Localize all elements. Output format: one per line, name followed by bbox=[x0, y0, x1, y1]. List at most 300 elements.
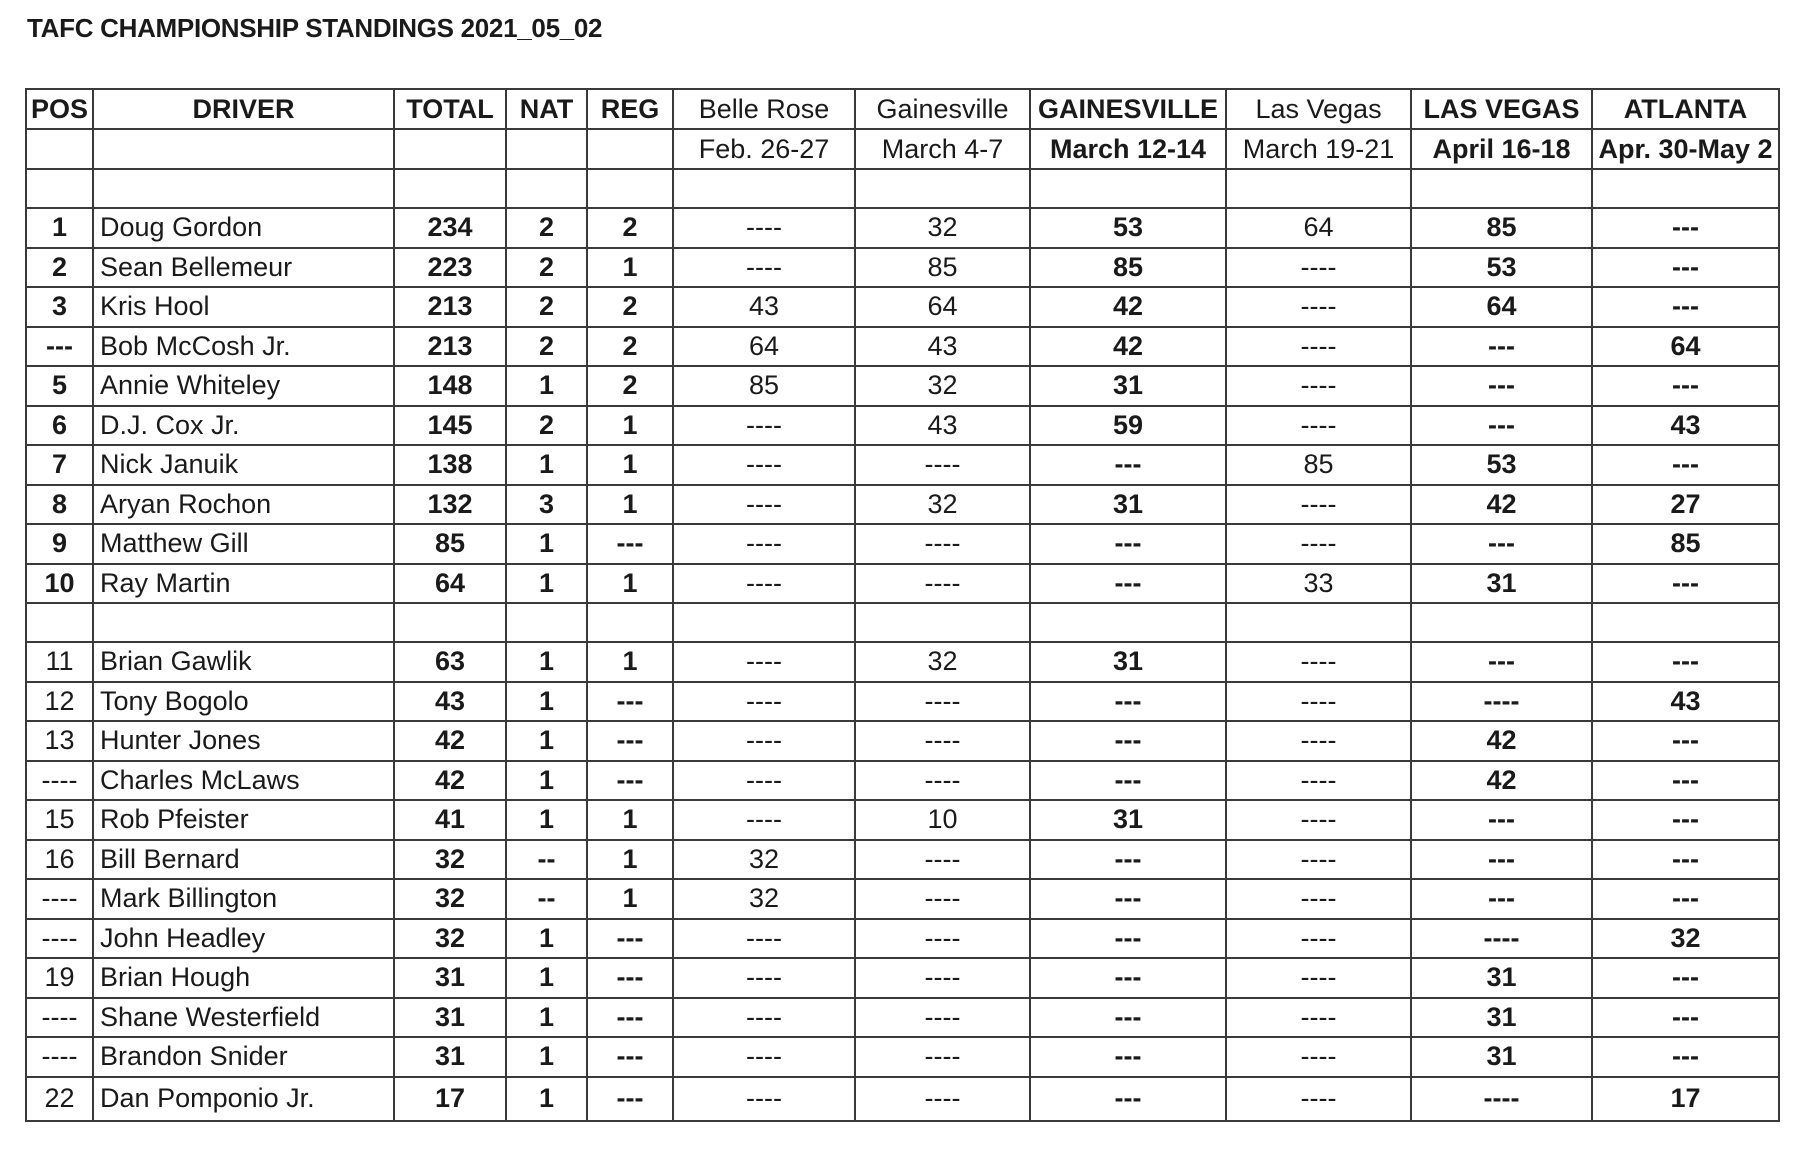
column-header: REG bbox=[587, 89, 673, 129]
score-cell: ---- bbox=[1226, 406, 1411, 446]
score-cell: 213 bbox=[394, 327, 506, 367]
score-cell: --- bbox=[587, 998, 673, 1038]
score-cell: 42 bbox=[1411, 485, 1592, 525]
score-cell: 1 bbox=[587, 800, 673, 840]
column-header: GAINESVILLE bbox=[1030, 89, 1226, 129]
table-row bbox=[26, 879, 1779, 919]
score-cell: ---- bbox=[855, 958, 1030, 998]
table-row bbox=[26, 208, 1779, 248]
score-cell: ---- bbox=[855, 721, 1030, 761]
score-cell: 1 bbox=[587, 564, 673, 604]
column-date: March 19-21 bbox=[1226, 129, 1411, 169]
empty-cell bbox=[394, 169, 506, 208]
empty-cell bbox=[1226, 169, 1411, 208]
score-cell: 2 bbox=[587, 366, 673, 406]
score-cell: -- bbox=[506, 879, 587, 919]
driver-cell: Hunter Jones bbox=[93, 721, 394, 761]
score-cell: 1 bbox=[506, 800, 587, 840]
score-cell: 53 bbox=[1411, 248, 1592, 288]
score-cell: ---- bbox=[1226, 248, 1411, 288]
score-cell: 10 bbox=[855, 800, 1030, 840]
score-cell: 17 bbox=[1592, 1077, 1779, 1121]
driver-cell: Kris Hool bbox=[93, 287, 394, 327]
column-header: NAT bbox=[506, 89, 587, 129]
score-cell: ---- bbox=[1226, 642, 1411, 682]
score-cell: 3 bbox=[506, 485, 587, 525]
score-cell: ---- bbox=[673, 445, 855, 485]
score-cell: 42 bbox=[394, 721, 506, 761]
column-date: March 12-14 bbox=[1030, 129, 1226, 169]
position-cell: 9 bbox=[26, 524, 93, 564]
driver-cell: Brian Hough bbox=[93, 958, 394, 998]
score-cell: --- bbox=[1592, 998, 1779, 1038]
position-cell: ---- bbox=[26, 919, 93, 959]
score-cell: 32 bbox=[673, 840, 855, 880]
driver-cell: Ray Martin bbox=[93, 564, 394, 604]
score-cell: --- bbox=[587, 721, 673, 761]
score-cell: --- bbox=[1592, 879, 1779, 919]
position-cell: 6 bbox=[26, 406, 93, 446]
driver-cell: Matthew Gill bbox=[93, 524, 394, 564]
position-cell: 7 bbox=[26, 445, 93, 485]
empty-cell bbox=[673, 603, 855, 642]
score-cell: 43 bbox=[855, 327, 1030, 367]
empty-cell bbox=[506, 603, 587, 642]
score-cell: 31 bbox=[394, 998, 506, 1038]
score-cell: 2 bbox=[587, 287, 673, 327]
score-cell: --- bbox=[1592, 958, 1779, 998]
score-cell: --- bbox=[1030, 564, 1226, 604]
score-cell: ---- bbox=[673, 564, 855, 604]
column-header: POS bbox=[26, 89, 93, 129]
score-cell: -- bbox=[506, 840, 587, 880]
empty-cell bbox=[587, 603, 673, 642]
score-cell: --- bbox=[1592, 287, 1779, 327]
score-cell: 32 bbox=[394, 919, 506, 959]
header-row bbox=[26, 89, 1779, 129]
score-cell: --- bbox=[1411, 800, 1592, 840]
score-cell: 138 bbox=[394, 445, 506, 485]
score-cell: ---- bbox=[1226, 998, 1411, 1038]
score-cell: --- bbox=[1030, 958, 1226, 998]
score-cell: --- bbox=[1592, 208, 1779, 248]
table-body bbox=[26, 89, 1779, 1121]
empty-cell bbox=[1411, 603, 1592, 642]
table-row bbox=[26, 682, 1779, 722]
score-cell: --- bbox=[1030, 445, 1226, 485]
score-cell: 53 bbox=[1030, 208, 1226, 248]
score-cell: --- bbox=[1030, 761, 1226, 801]
score-cell: ---- bbox=[855, 919, 1030, 959]
score-cell: --- bbox=[1411, 406, 1592, 446]
score-cell: ---- bbox=[673, 248, 855, 288]
score-cell: --- bbox=[1592, 761, 1779, 801]
score-cell: 223 bbox=[394, 248, 506, 288]
score-cell: --- bbox=[1592, 800, 1779, 840]
empty-cell bbox=[1030, 603, 1226, 642]
score-cell: 27 bbox=[1592, 485, 1779, 525]
position-cell: ---- bbox=[26, 879, 93, 919]
empty-cell bbox=[855, 169, 1030, 208]
column-date: April 16-18 bbox=[1411, 129, 1592, 169]
score-cell: 17 bbox=[394, 1077, 506, 1121]
score-cell: --- bbox=[1030, 682, 1226, 722]
score-cell: --- bbox=[1411, 879, 1592, 919]
score-cell: ---- bbox=[1226, 524, 1411, 564]
column-date bbox=[506, 129, 587, 169]
score-cell: --- bbox=[1592, 642, 1779, 682]
score-cell: 148 bbox=[394, 366, 506, 406]
score-cell: --- bbox=[1411, 840, 1592, 880]
driver-cell: Mark Billington bbox=[93, 879, 394, 919]
score-cell: ---- bbox=[673, 485, 855, 525]
column-header: LAS VEGAS bbox=[1411, 89, 1592, 129]
score-cell: --- bbox=[587, 524, 673, 564]
position-cell: ---- bbox=[26, 1037, 93, 1077]
score-cell: 64 bbox=[1592, 327, 1779, 367]
score-cell: 31 bbox=[394, 958, 506, 998]
score-cell: 42 bbox=[1030, 287, 1226, 327]
score-cell: --- bbox=[1592, 840, 1779, 880]
column-date bbox=[93, 129, 394, 169]
score-cell: 1 bbox=[506, 682, 587, 722]
score-cell: ---- bbox=[855, 840, 1030, 880]
score-cell: ---- bbox=[673, 406, 855, 446]
driver-cell: Bill Bernard bbox=[93, 840, 394, 880]
score-cell: 85 bbox=[1592, 524, 1779, 564]
page-title: TAFC CHAMPIONSHIP STANDINGS 2021_05_02 bbox=[27, 13, 603, 43]
column-date: Apr. 30-May 2 bbox=[1592, 129, 1779, 169]
score-cell: --- bbox=[1411, 642, 1592, 682]
score-cell: 2 bbox=[506, 327, 587, 367]
score-cell: 2 bbox=[587, 208, 673, 248]
driver-cell: Charles McLaws bbox=[93, 761, 394, 801]
score-cell: 1 bbox=[506, 642, 587, 682]
score-cell: 1 bbox=[587, 406, 673, 446]
score-cell: ---- bbox=[855, 998, 1030, 1038]
score-cell: 63 bbox=[394, 642, 506, 682]
score-cell: --- bbox=[1592, 1037, 1779, 1077]
column-header: Las Vegas bbox=[1226, 89, 1411, 129]
column-header: Belle Rose bbox=[673, 89, 855, 129]
score-cell: ---- bbox=[855, 564, 1030, 604]
position-cell: 8 bbox=[26, 485, 93, 525]
score-cell: 1 bbox=[506, 366, 587, 406]
position-cell: 1 bbox=[26, 208, 93, 248]
score-cell: ---- bbox=[1411, 1077, 1592, 1121]
position-cell: 12 bbox=[26, 682, 93, 722]
position-cell: --- bbox=[26, 327, 93, 367]
column-header: Gainesville bbox=[855, 89, 1030, 129]
empty-cell bbox=[1592, 169, 1779, 208]
driver-cell: Nick Januik bbox=[93, 445, 394, 485]
score-cell: 42 bbox=[1411, 761, 1592, 801]
position-cell: 22 bbox=[26, 1077, 93, 1121]
score-cell: ---- bbox=[855, 1077, 1030, 1121]
score-cell: ---- bbox=[1226, 840, 1411, 880]
score-cell: 32 bbox=[855, 642, 1030, 682]
score-cell: 234 bbox=[394, 208, 506, 248]
score-cell: 1 bbox=[506, 958, 587, 998]
column-date: March 4-7 bbox=[855, 129, 1030, 169]
score-cell: 64 bbox=[855, 287, 1030, 327]
score-cell: ---- bbox=[1226, 287, 1411, 327]
score-cell: 43 bbox=[1592, 406, 1779, 446]
empty-cell bbox=[1030, 169, 1226, 208]
score-cell: 64 bbox=[1226, 208, 1411, 248]
driver-cell: Doug Gordon bbox=[93, 208, 394, 248]
column-header: ATLANTA bbox=[1592, 89, 1779, 129]
score-cell: --- bbox=[1411, 366, 1592, 406]
score-cell: 32 bbox=[394, 840, 506, 880]
score-cell: 64 bbox=[394, 564, 506, 604]
empty-cell bbox=[26, 169, 93, 208]
score-cell: 41 bbox=[394, 800, 506, 840]
score-cell: ---- bbox=[1226, 761, 1411, 801]
score-cell: --- bbox=[1592, 445, 1779, 485]
score-cell: 32 bbox=[855, 208, 1030, 248]
score-cell: ---- bbox=[1411, 682, 1592, 722]
table-row bbox=[26, 366, 1779, 406]
score-cell: 2 bbox=[587, 327, 673, 367]
score-cell: 31 bbox=[1030, 642, 1226, 682]
table-row bbox=[26, 800, 1779, 840]
empty-cell bbox=[26, 603, 93, 642]
score-cell: 53 bbox=[1411, 445, 1592, 485]
score-cell: 132 bbox=[394, 485, 506, 525]
table-row bbox=[26, 998, 1779, 1038]
empty-cell bbox=[394, 603, 506, 642]
score-cell: ---- bbox=[673, 1077, 855, 1121]
table-row bbox=[26, 958, 1779, 998]
score-cell: --- bbox=[1030, 524, 1226, 564]
score-cell: ---- bbox=[673, 524, 855, 564]
score-cell: 2 bbox=[506, 287, 587, 327]
table-row bbox=[26, 248, 1779, 288]
score-cell: 31 bbox=[1030, 485, 1226, 525]
score-cell: 1 bbox=[506, 1037, 587, 1077]
empty-cell bbox=[506, 169, 587, 208]
score-cell: 1 bbox=[587, 445, 673, 485]
spacer-row bbox=[26, 603, 1779, 642]
score-cell: --- bbox=[1030, 1037, 1226, 1077]
spacer-row bbox=[26, 169, 1779, 208]
score-cell: 31 bbox=[1411, 564, 1592, 604]
score-cell: 85 bbox=[673, 366, 855, 406]
score-cell: 2 bbox=[506, 406, 587, 446]
position-cell: 10 bbox=[26, 564, 93, 604]
table-row bbox=[26, 642, 1779, 682]
empty-cell bbox=[673, 169, 855, 208]
score-cell: 31 bbox=[394, 1037, 506, 1077]
table-row bbox=[26, 1077, 1779, 1121]
score-cell: --- bbox=[587, 761, 673, 801]
empty-cell bbox=[93, 169, 394, 208]
score-cell: 1 bbox=[587, 642, 673, 682]
score-cell: --- bbox=[587, 682, 673, 722]
score-cell: 42 bbox=[1411, 721, 1592, 761]
score-cell: 42 bbox=[1030, 327, 1226, 367]
driver-cell: Rob Pfeister bbox=[93, 800, 394, 840]
score-cell: --- bbox=[1411, 524, 1592, 564]
score-cell: ---- bbox=[1226, 958, 1411, 998]
score-cell: --- bbox=[587, 958, 673, 998]
score-cell: ---- bbox=[855, 879, 1030, 919]
standings-table bbox=[25, 88, 1780, 1122]
score-cell: 31 bbox=[1411, 998, 1592, 1038]
score-cell: 1 bbox=[587, 485, 673, 525]
score-cell: 85 bbox=[1226, 445, 1411, 485]
position-cell: 5 bbox=[26, 366, 93, 406]
score-cell: ---- bbox=[673, 761, 855, 801]
score-cell: ---- bbox=[1411, 919, 1592, 959]
score-cell: 1 bbox=[587, 879, 673, 919]
score-cell: ---- bbox=[855, 524, 1030, 564]
score-cell: 2 bbox=[506, 248, 587, 288]
position-cell: 13 bbox=[26, 721, 93, 761]
score-cell: 1 bbox=[506, 1077, 587, 1121]
score-cell: 213 bbox=[394, 287, 506, 327]
score-cell: ---- bbox=[673, 682, 855, 722]
position-cell: 15 bbox=[26, 800, 93, 840]
position-cell: 19 bbox=[26, 958, 93, 998]
score-cell: ---- bbox=[1226, 327, 1411, 367]
score-cell: --- bbox=[1030, 840, 1226, 880]
empty-cell bbox=[1226, 603, 1411, 642]
driver-cell: D.J. Cox Jr. bbox=[93, 406, 394, 446]
score-cell: 85 bbox=[855, 248, 1030, 288]
score-cell: --- bbox=[1030, 879, 1226, 919]
score-cell: --- bbox=[1030, 1077, 1226, 1121]
score-cell: 59 bbox=[1030, 406, 1226, 446]
score-cell: 1 bbox=[506, 761, 587, 801]
empty-cell bbox=[1592, 603, 1779, 642]
empty-cell bbox=[1411, 169, 1592, 208]
table-row bbox=[26, 919, 1779, 959]
driver-cell: Brandon Snider bbox=[93, 1037, 394, 1077]
score-cell: ---- bbox=[1226, 721, 1411, 761]
score-cell: ---- bbox=[1226, 485, 1411, 525]
score-cell: ---- bbox=[1226, 682, 1411, 722]
position-cell: 11 bbox=[26, 642, 93, 682]
table-row bbox=[26, 327, 1779, 367]
score-cell: 32 bbox=[673, 879, 855, 919]
empty-cell bbox=[93, 603, 394, 642]
score-cell: --- bbox=[1592, 248, 1779, 288]
column-date bbox=[587, 129, 673, 169]
score-cell: ---- bbox=[673, 721, 855, 761]
column-date bbox=[26, 129, 93, 169]
score-cell: 1 bbox=[587, 248, 673, 288]
score-cell: ---- bbox=[1226, 1037, 1411, 1077]
driver-cell: Dan Pomponio Jr. bbox=[93, 1077, 394, 1121]
score-cell: 31 bbox=[1411, 958, 1592, 998]
table-row bbox=[26, 406, 1779, 446]
score-cell: --- bbox=[1411, 327, 1592, 367]
score-cell: ---- bbox=[855, 445, 1030, 485]
driver-cell: Tony Bogolo bbox=[93, 682, 394, 722]
table-row bbox=[26, 287, 1779, 327]
score-cell: ---- bbox=[1226, 919, 1411, 959]
score-cell: ---- bbox=[855, 1037, 1030, 1077]
score-cell: ---- bbox=[1226, 1077, 1411, 1121]
score-cell: 32 bbox=[855, 366, 1030, 406]
table-row bbox=[26, 524, 1779, 564]
header-date-row bbox=[26, 129, 1779, 169]
score-cell: --- bbox=[1030, 998, 1226, 1038]
score-cell: 145 bbox=[394, 406, 506, 446]
score-cell: ---- bbox=[855, 761, 1030, 801]
score-cell: ---- bbox=[673, 998, 855, 1038]
score-cell: ---- bbox=[673, 919, 855, 959]
score-cell: ---- bbox=[1226, 879, 1411, 919]
score-cell: --- bbox=[1592, 564, 1779, 604]
score-cell: ---- bbox=[1226, 366, 1411, 406]
score-cell: --- bbox=[587, 1037, 673, 1077]
score-cell: 85 bbox=[394, 524, 506, 564]
score-cell: 31 bbox=[1411, 1037, 1592, 1077]
score-cell: ---- bbox=[673, 1037, 855, 1077]
position-cell: 16 bbox=[26, 840, 93, 880]
score-cell: --- bbox=[587, 919, 673, 959]
score-cell: 1 bbox=[506, 524, 587, 564]
score-cell: 64 bbox=[1411, 287, 1592, 327]
score-cell: 32 bbox=[1592, 919, 1779, 959]
score-cell: 1 bbox=[506, 998, 587, 1038]
empty-cell bbox=[587, 169, 673, 208]
score-cell: --- bbox=[1592, 366, 1779, 406]
column-date bbox=[394, 129, 506, 169]
position-cell: 2 bbox=[26, 248, 93, 288]
score-cell: 42 bbox=[394, 761, 506, 801]
score-cell: 1 bbox=[506, 919, 587, 959]
position-cell: ---- bbox=[26, 998, 93, 1038]
score-cell: --- bbox=[1592, 721, 1779, 761]
score-cell: ---- bbox=[673, 958, 855, 998]
table-row bbox=[26, 445, 1779, 485]
table-row bbox=[26, 1037, 1779, 1077]
column-header: TOTAL bbox=[394, 89, 506, 129]
score-cell: 1 bbox=[506, 721, 587, 761]
score-cell: 1 bbox=[506, 564, 587, 604]
column-header: DRIVER bbox=[93, 89, 394, 129]
table-row bbox=[26, 721, 1779, 761]
driver-cell: Aryan Rochon bbox=[93, 485, 394, 525]
score-cell: 43 bbox=[1592, 682, 1779, 722]
position-cell: 3 bbox=[26, 287, 93, 327]
driver-cell: Bob McCosh Jr. bbox=[93, 327, 394, 367]
score-cell: 1 bbox=[587, 840, 673, 880]
score-cell: ---- bbox=[673, 800, 855, 840]
column-date: Feb. 26-27 bbox=[673, 129, 855, 169]
score-cell: 31 bbox=[1030, 800, 1226, 840]
score-cell: 43 bbox=[855, 406, 1030, 446]
empty-cell bbox=[855, 603, 1030, 642]
table-row bbox=[26, 761, 1779, 801]
driver-cell: Brian Gawlik bbox=[93, 642, 394, 682]
score-cell: --- bbox=[587, 1077, 673, 1121]
score-cell: 32 bbox=[394, 879, 506, 919]
score-cell: ---- bbox=[673, 208, 855, 248]
score-cell: ---- bbox=[673, 642, 855, 682]
table-row bbox=[26, 564, 1779, 604]
score-cell: 1 bbox=[506, 445, 587, 485]
driver-cell: John Headley bbox=[93, 919, 394, 959]
score-cell: 43 bbox=[673, 287, 855, 327]
score-cell: 85 bbox=[1030, 248, 1226, 288]
position-cell: ---- bbox=[26, 761, 93, 801]
score-cell: --- bbox=[1030, 721, 1226, 761]
